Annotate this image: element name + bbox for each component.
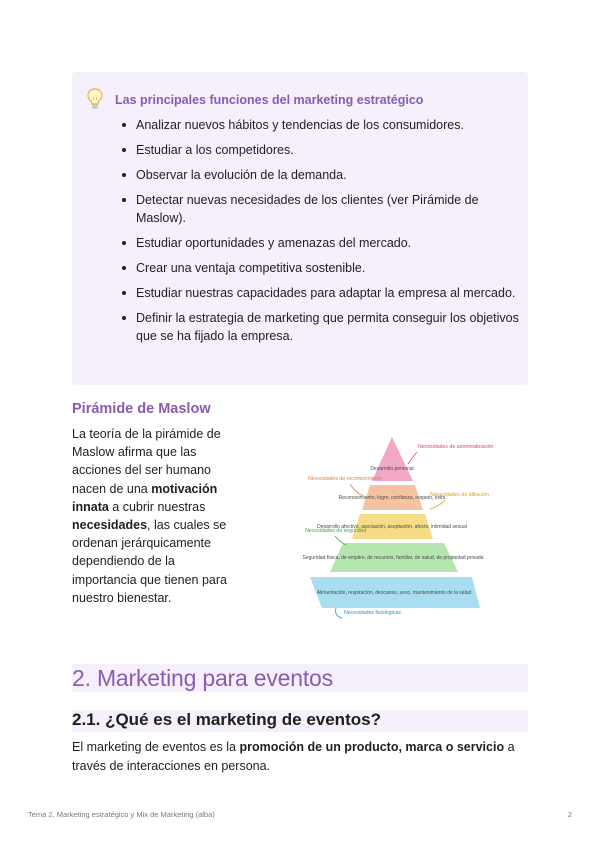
list-item: Estudiar oportunidades y amenazas del mercado. [120,234,520,252]
list-item: Analizar nuevos hábitos y tendencias de los consumidores. [120,116,520,134]
pyramid-level-text: Reconocimiento, logro, confianza, respeto, éxito [338,495,446,501]
list-item: Observar la evolución de la demanda. [120,166,520,184]
label-seguridad: Necesidades de seguridad [305,528,367,534]
callout-title: Las principales funciones del marketing estratégico [115,93,424,107]
footer-title: Tema 2. Marketing estratégico y Mix de Marketing (alba) [28,810,215,819]
label-afiliacion: Necesidades de afiliación [430,492,489,498]
label-fisiologicas: Necesidades fisiológicas [344,610,401,616]
pyramid-level-text: Alimentación, respiración, descanso, sexo, mantenimiento de la salud [316,590,472,596]
pyramid-level-text: Seguridad física, de empleo, de recursos, familiar, de salud, de propiedad privada [302,555,484,561]
label-reconocimiento: Necesidades de reconocimiento [308,476,382,482]
subsection-heading: 2.1. ¿Qué es el marketing de eventos? [72,710,381,729]
pyramid-level-text: Desarrollo personal [370,466,414,472]
maslow-heading: Pirámide de Maslow [72,401,211,417]
pyramid-level-1 [372,437,413,481]
list-item: Detectar nuevas necesidades de los clientes (ver Pirámide de Maslow). [120,191,520,227]
list-item: Estudiar nuestras capacidades para adaptar la empresa al mercado. [120,284,520,302]
list-item: Crear una ventaja competitiva sostenible. [120,259,520,277]
functions-list [120,116,520,352]
page-number: 2 [567,810,572,819]
label-autorrealizacion: Necesidades de autorrealización [418,444,494,450]
lightbulb-icon [87,88,103,110]
section-heading: 2. Marketing para eventos [72,665,333,691]
maslow-paragraph: La teoría de la pirámide de Maslow afirma que las acciones del ser humano nacen de una motivación innata a cubrir nuestras necesidades, las cuales se ordenan jerárquicamente dependiendo de la importancia que tienen para nuestro bienestar. [72,427,227,605]
section-paragraph: El marketing de eventos es la promoción de un producto, marca o servicio a través de interacciones en persona. [72,740,515,773]
maslow-pyramid [300,432,494,622]
list-item: Definir la estrategia de marketing que permita conseguir los objetivos que se ha fijado la empresa. [120,309,520,345]
list-item: Estudiar a los competidores. [120,141,520,159]
pyramid-level-text: Desarrollo afectivo, asociación, aceptación, afecto, intimidad sexual [317,524,467,530]
functions-callout [72,72,528,385]
